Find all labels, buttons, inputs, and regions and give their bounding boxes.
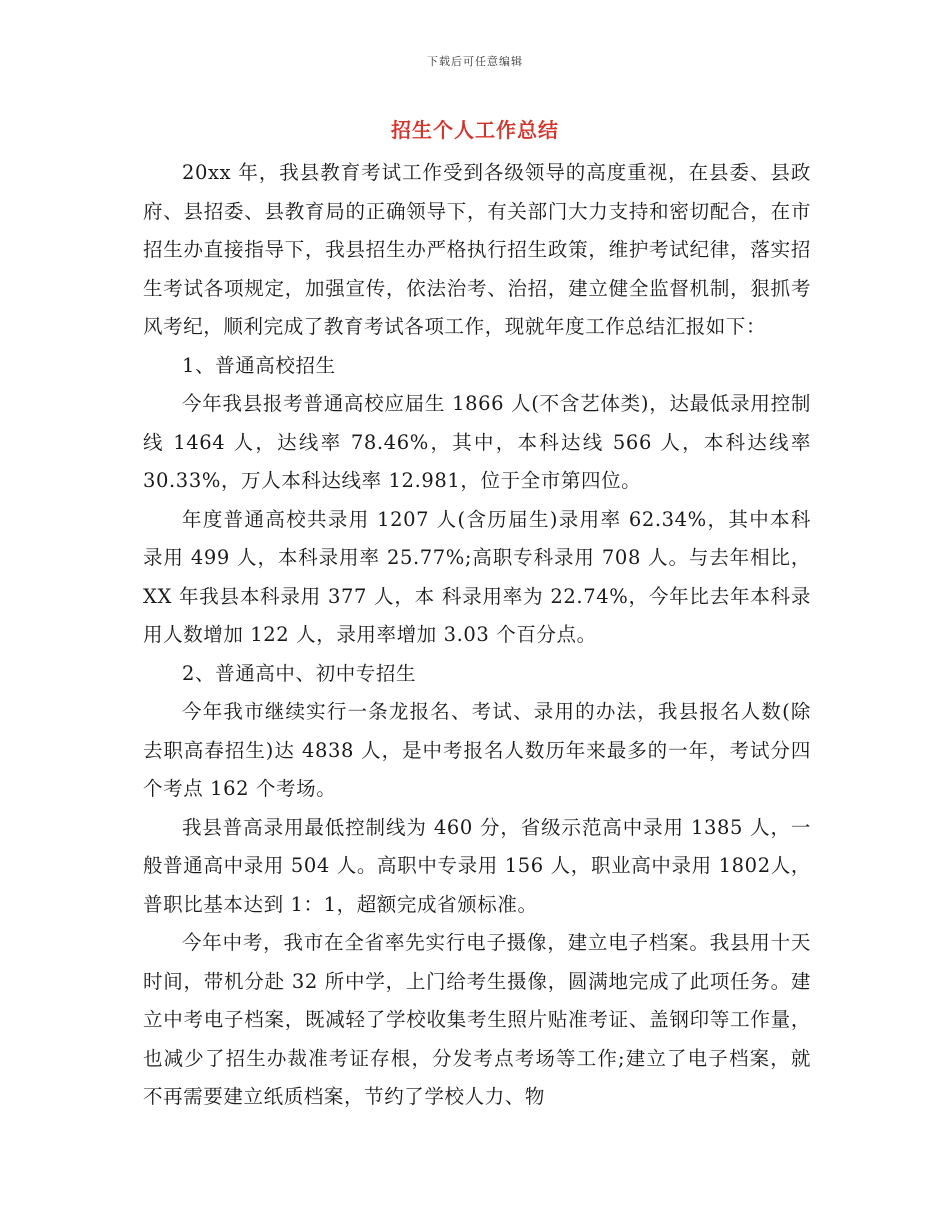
document-title: 招生个人工作总结 [391,118,559,142]
header-note: 下载后可任意编辑 [427,55,523,68]
paragraph: 今年中考，我市在全省率先实行电子摄像，建立电子档案。我县用十天时间，带机分赴 32 所中学，上门给考生摄像，圆满地完成了此项任务。建立中考电子档案，既减轻了学校收集考生照片贴准考证、盖钢印等工作量，也减少了招生办裁准考证存根，分发考点考场等工作;建立了电子档案，就不再需要建立纸质档案，节约了学校人力、物 [143,931,811,1108]
document-body [143,154,811,1117]
paragraph-intro: 20xx 年，我县教育考试工作受到各级领导的高度重视，在县委、县政府、县招委、县教育局的正确领导下，有关部门大力支持和密切配合，在市招生办直接指导下，我县招生办严格执行招生政策，维护考试纪律，落实招生考试各项规定，加强宣传，依法治考、治招，建立健全监督机制，狠抓考风考纪，顺利完成了教育考试各项工作，现就年度工作总结汇报如下： [143,161,811,338]
paragraph: 今年我市继续实行一条龙报名、考试、录用的办法，我县报名人数(除去职高春招生)达 4838 人，是中考报名人数历年来最多的一年，考试分四个考点 162 个考场。 [143,700,811,800]
section-heading-2: 2、普通高中、初中专招生 [182,661,417,685]
paragraph: 年度普通高校共录用 1207 人(含历届生)录用率 62.34%，其中本科录用 499 人，本科录用率 25.77%;高职专科录用 708 人。与去年相比，XX 年我县本科录用 377 人，本 科录用率为 22.74%，今年比去年本科录用人数增加 122 人，录用率增加 3.03 个百分点。 [143,507,811,646]
section-heading-1: 1、普通高校招生 [182,353,336,377]
paragraph: 今年我县报考普通高校应届生 1866 人(不含艺体类)，达最低录用控制线 1464 人，达线率 78.46%，其中，本科达线 566 人，本科达线率30.33%，万人本科达线率 12.981，位于全市第四位。 [143,392,811,492]
paragraph: 我县普高录用最低控制线为 460 分，省级示范高中录用 1385 人，一般普通高中录用 504 人。高职中专录用 156 人，职业高中录用 1802人，普职比基本达到 1：1，超额完成省颁标准。 [143,815,811,916]
